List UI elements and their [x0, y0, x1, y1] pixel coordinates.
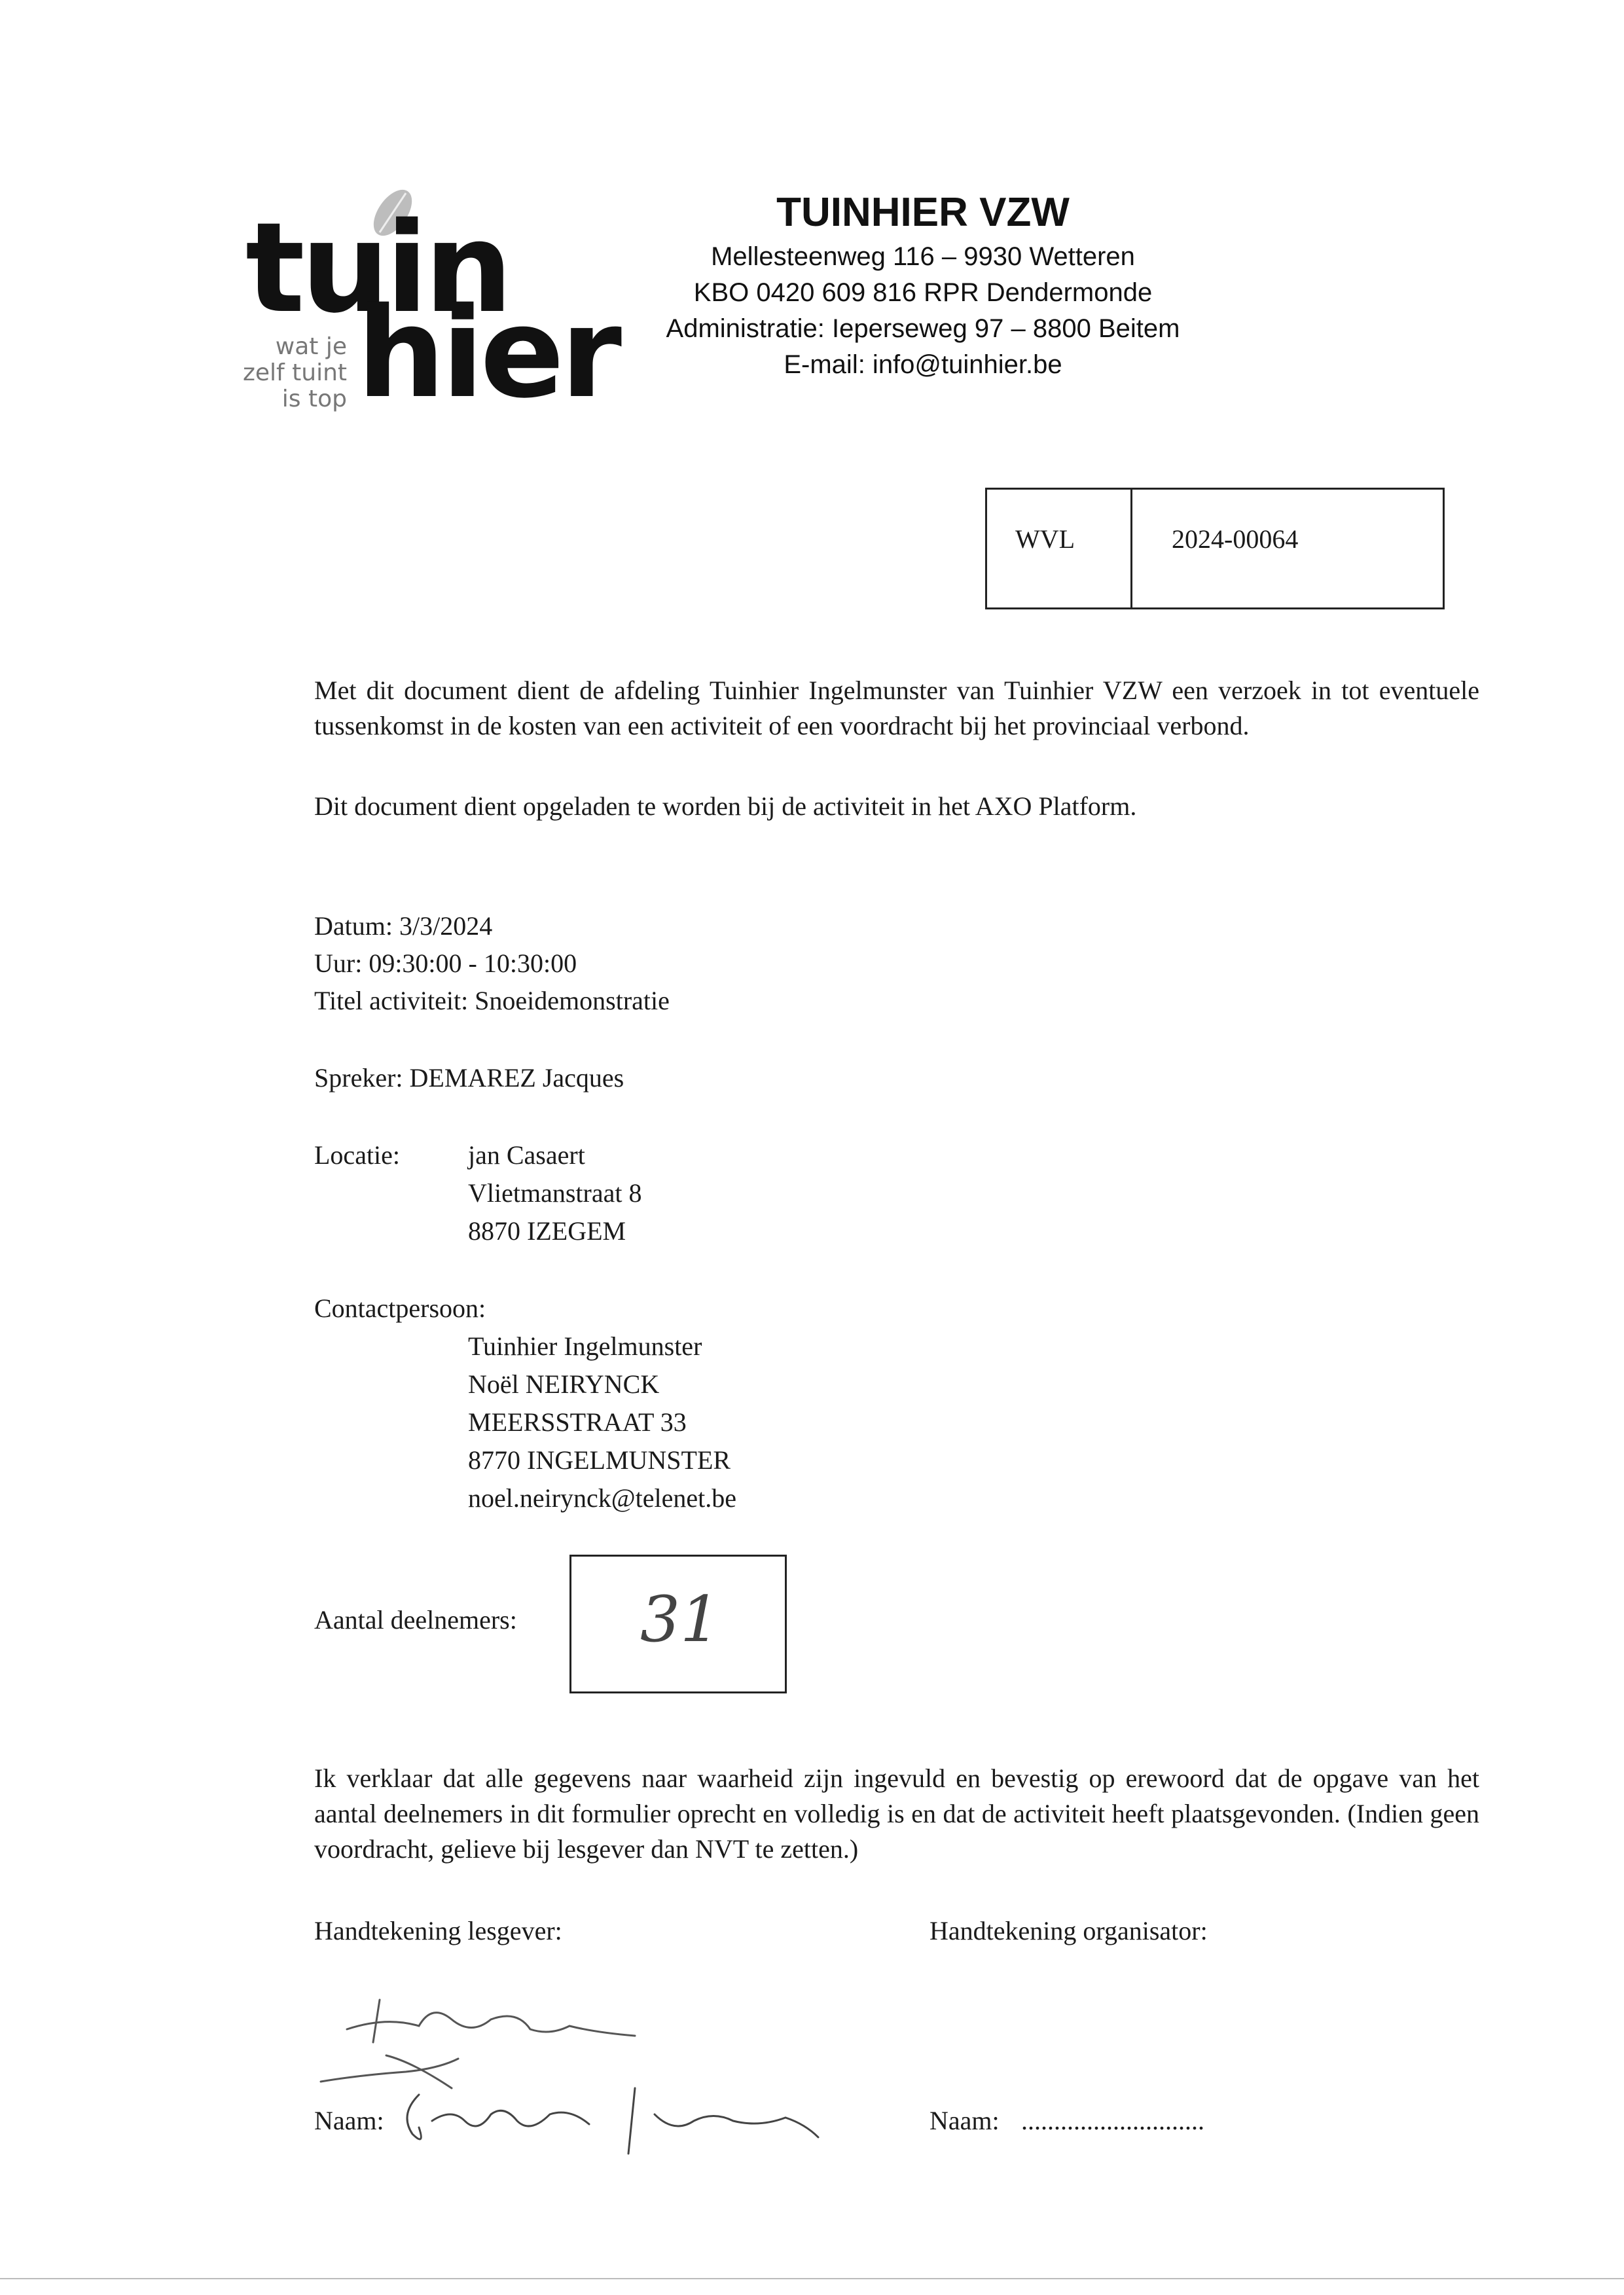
activity-date: Datum: 3/3/2024: [314, 911, 493, 941]
org-email: E-mail: info@tuinhier.be: [784, 350, 1062, 379]
location-label: Locatie:: [314, 1140, 401, 1170]
name-label-right: Naam:: [929, 2106, 1000, 2135]
activity-speaker: Spreker: DEMAREZ Jacques: [314, 1063, 624, 1093]
org-address: Mellesteenweg 116 – 9930 Wetteren: [711, 242, 1135, 271]
location-city: 8870 IZEGEM: [468, 1216, 626, 1246]
participants-count: 31: [640, 1583, 721, 1656]
org-admin-address: Administratie: Ieperseweg 97 – 8800 Beitem: [666, 314, 1180, 343]
organizer-signature-label: Handtekening organisator:: [929, 1916, 1208, 1945]
logo-word-tuin: tuin: [245, 196, 509, 340]
upload-note: Dit document dient opgeladen te worden bij de activiteit in het AXO Platform.: [314, 791, 1137, 821]
contact-label: Contactpersoon:: [314, 1293, 486, 1323]
participants-box: [569, 1555, 787, 1693]
organization-header: [628, 187, 1218, 383]
tuinhier-logo: [242, 183, 618, 425]
name-label-left: Naam:: [314, 2106, 384, 2135]
reference-province: WVL: [987, 490, 1132, 607]
activity-time: Uur: 09:30:00 - 10:30:00: [314, 949, 577, 978]
tagline-line-1: wat je: [275, 333, 347, 360]
location-name: jan Casaert: [468, 1140, 585, 1170]
contact-email: noel.neirynck@telenet.be: [468, 1483, 736, 1513]
contact-name: Noël NEIRYNCK: [468, 1369, 660, 1399]
reference-box: [985, 488, 1445, 609]
org-name: TUINHIER VZW: [776, 190, 1070, 235]
activity-title: Titel activiteit: Snoeidemonstratie: [314, 986, 670, 1015]
declaration-paragraph: Ik verklaar dat alle gegevens naar waarheid zijn ingevuld en bevestig op erewoord dat de opgave van het aantal deelnemers in dit formulier oprecht en volledig is en dat de activiteit heeft plaatsgevonden. (Indien geen voordracht, gelieve bij lesgever dan NVT te zetten.): [314, 1763, 1479, 1864]
organizer-name-field: ............................: [1021, 2106, 1204, 2135]
contact-city: 8770 INGELMUNSTER: [468, 1445, 731, 1475]
org-kbo: KBO 0420 609 816 RPR Dendermonde: [693, 278, 1153, 307]
contact-org: Tuinhier Ingelmunster: [468, 1331, 702, 1361]
reference-number: 2024-00064: [1172, 524, 1299, 554]
location-street: Vlietmanstraat 8: [468, 1178, 642, 1208]
participants-label: Aantal deelnemers:: [314, 1605, 517, 1635]
intro-paragraph: Met dit document dient de afdeling Tuinhier Ingelmunster van Tuinhier VZW een verzoek in tot eventuele tussenkomst in de kosten van een activiteit of een voordracht bij het provinciaal verbond.: [314, 676, 1479, 740]
tagline-line-2: zelf tuint: [242, 359, 347, 386]
teacher-signature-label: Handtekening lesgever:: [314, 1916, 562, 1945]
bottom-divider: [0, 2278, 1624, 2279]
tagline-line-3: is top: [281, 386, 347, 412]
logo-word-hier: hier: [357, 281, 618, 425]
logo-tagline: [242, 334, 347, 412]
teacher-name-signature: [393, 2075, 825, 2160]
contact-street: MEERSSTRAAT 33: [468, 1407, 687, 1437]
